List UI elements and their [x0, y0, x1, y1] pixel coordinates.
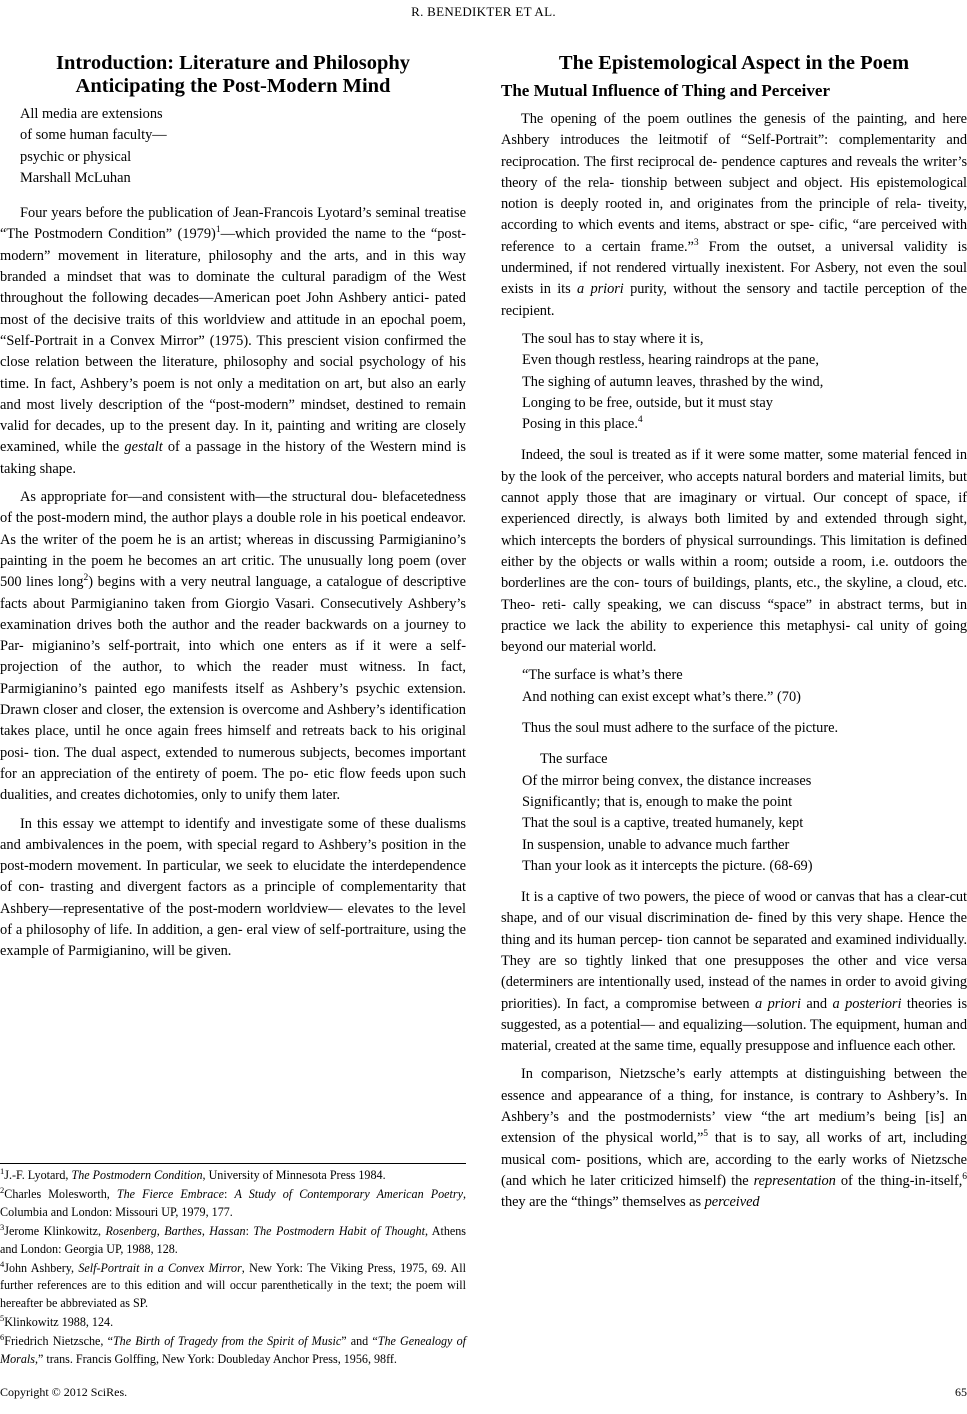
poem-line: Significantly; that is, enough to make the point: [522, 793, 793, 810]
poem-line: The surface: [540, 751, 608, 768]
poem-line: In suspension, unable to advance much farther: [522, 836, 790, 853]
poem-line: The soul has to stay where it is,: [522, 330, 704, 347]
paragraph-intro-3: In this essay we attempt to identify and investigate some of these dualisms and ambivalences in the poem, with special regard to Ashbery’s position in the post-modern movement. In particular, we seek to elucidate the interdependence of con- trasting and divergent factors as a principle of complementarity that Ashbery—representative of the post-modern worldview— elevates to the level of a philosophy of life. In addition, a gen- eral view of self-portraiture, using the example of Parmigianino, will be given.: [0, 815, 466, 960]
paragraph-epistemology-3: Thus the soul must adhere to the surface of the picture.: [522, 720, 839, 737]
footnote-ref-3[interactable]: 3: [693, 237, 699, 248]
paragraph-epistemology-5: In comparison, Nietzsche’s early attempts at distinguishing between the essence and appearance of a thing, for instance, is contrary to Ashbery’s. In Ashbery’s and the postmodernists’ view “the art medium’s being [is] an extension of the physical world,”$^5$ that is to say, all works of art, including musical com- positions, which are, according to the early works of Nietzsche (and which he later criticized himself) the representation of the thing-in-itself,$^6$ they are the “things” themselves as perceived: [501, 1066, 967, 1211]
section-title-introduction: [0, 52, 466, 98]
footnote-3: $^3$Jerome Klinkowitz, Rosenberg, Barthes, Hassan: The Postmodern Habit of Thought, Athens and London: Georgia UP, 1988, 128.: [0, 1221, 466, 1256]
footnote-6: $^6$Friedrich Nietzsche, “The Birth of Tragedy from the Spirit of Music” and “The Genealogy of Morals,” trans. Francis Golffing, New York: Doubleday Anchor Press, 1956, 98ff.: [0, 1332, 466, 1367]
footnote-ref-2[interactable]: 2: [83, 573, 89, 584]
left-column: [0, 52, 466, 970]
title-line-2: Anticipating the Post-Modern Mind: [75, 75, 391, 97]
poem-quote-2: [522, 665, 967, 708]
section-title-epistemological: The Epistemological Aspect in the Poem: [558, 52, 910, 74]
footnote-4: $^4$John Ashbery, Self-Portrait in a Convex Mirror, New York: The Viking Press, 1975, 69. All further references are to this edition and will occur parenthetically in the text; the poem will hereafter be abbreviated as SP.: [0, 1258, 466, 1311]
subsection-title: The Mutual Influence of Thing and Perceiver: [501, 81, 830, 100]
footnote-ref-6[interactable]: 6: [962, 1171, 967, 1182]
footnote-ref-1[interactable]: 1: [215, 225, 221, 236]
paragraph-intro-1: Four years before the publication of Jean-Francois Lyotard’s seminal treatise “The Postmodern Condition” $(1979)^1—which$ provided the name to the “post-modern” movement in literature, philosophy and the arts, and in this way branded a mindset that was to dominate the cultural paradigm of the West throughout the following decades—American poet John Ashbery antici- pated most of the decisive traits of this worldview and attitude in an epochal poem, “Self-Portrait in a Convex Mirror” (1975). This prescient vision confirmed the close relation between the literature, philosophy and social psychology of his time. In fact, Ashbery’s poem is not only a meditation on art, but also an early and most lively description of the “post-modern” mindset, destined to remain valid for decades, up to the present day. In it, painting and writing are closely examined, while the gestalt of a passage in the history of the Western mind is taking shape.: [0, 205, 466, 477]
poem-line: The sighing of autumn leaves, thrashed by the wind,: [522, 373, 824, 390]
poem-line: Than your look as it intercepts the picture. (68-69): [522, 857, 813, 874]
epigraph: [20, 104, 466, 189]
poem-line: Of the mirror being convex, the distance increases: [522, 772, 812, 789]
footnotes: [0, 1163, 466, 1370]
poem-line: “The surface is what’s there: [522, 667, 683, 684]
paragraph-intro-2: As appropriate for—and consistent with—the structural dou- blefacetedness of the post-modern mind, the author plays a double role in his poetical endeavor. As the writer of the poem he is an artist; whereas in discussing Parmigianino’s painting in the poem he becomes an art critic. The unusually long poem (over 500 lines long$^2$) begins with a very neutral language, a catalogue of descriptive facts about Parmigianino taken from Giorgio Vasari. Consecutively Ashbery’s examination drives both the author and the reader backwards on a journey to Par- migianino’s self-portrait, into which one enters as if it were a self-projection of the author, to which the reader must witness. In fact, Parmigianino’s painted ego manifests itself as Ashbery’s psychic extension. Drawn closer and closer, the extension is overcome and Ashbery’s identification takes place, until he once again frees himself and retreats back to his original posi- tion. The dual aspect, extended to numerous subjects, becomes important for an appreciation of the entirety of poem. The po- etic flow feeds upon such dualities, and creates dichotomies, only to unify them later.: [0, 489, 467, 804]
poem-quote-3: [522, 749, 967, 877]
footnote-1: $^1$J.-F. Lyotard, The Postmodern Condition, University of Minnesota Press 1984.: [0, 1166, 386, 1182]
paragraph-epistemology-4: It is a captive of two powers, the piece of wood or canvas that has a clear-cut shape, and of our visual discrimination de- fined by this very shape. Hence the thing and its human percep- tion cannot be separated and examined individually. They are so tightly linked that one presupposes the other and vice versa (determiners are intentionally used, instead of the names in order to avoid giving priorities). In fact, a compromise between a priori and a posteriori theories is suggested, as a potential— and equalizing—solution. The equipment, human and material, created at the same time, equally presuppose and influence each other.: [501, 889, 967, 1055]
poem-line: That the soul is a captive, treated humanely, kept: [522, 815, 804, 832]
right-column: [501, 52, 967, 1221]
footnote-2: $^2$Charles Molesworth, The Fierce Embrace: A Study of Contemporary American Poetry, Columbia and London: Missouri UP, 1979, 177.: [0, 1184, 467, 1219]
copyright-footer: Copyright © 2012 SciRes.: [0, 1385, 128, 1399]
paragraph-epistemology-2: Indeed, the soul is treated as if it were some matter, some material fenced in by the look of the perceiver, who accepts natural borders and material limits, but cannot apply those that are imaginary or virtual. Our concept of space, if experienced directly, is always both limited by and extended through sight, which intercepts the borders of physical surroundings. This limitation is defined either by the objects or walls within a room; outside a room, i.e. outdoors the borderlines are the con- tours of buildings, plants, etc., the skyline, a cloud, etc. Theo- reti- cally speaking, we can discuss “space” in abstract terms, but in practice we lack the ability to experience this metaphysi- cal unity of going beyond our material world.: [501, 447, 967, 656]
page-number: 65: [955, 1385, 967, 1399]
poem-line: Longing to be free, outside, but it must stay: [522, 394, 773, 411]
footnote-ref-5[interactable]: 5: [703, 1129, 708, 1140]
poem-line: Even though restless, hearing raindrops at the pane,: [522, 352, 819, 369]
epigraph-attribution: Marshall McLuhan: [20, 169, 131, 186]
poem-line: Posing in this place.$^4$: [522, 415, 643, 433]
footnote-5: $^5$Klinkowitz 1988, 124.: [0, 1313, 114, 1330]
epigraph-line: psychic or physical: [20, 148, 132, 165]
running-head: R. BENEDIKTER ET AL.: [411, 4, 556, 19]
footnote-ref-4[interactable]: 4: [637, 415, 643, 426]
paragraph-epistemology-1: The opening of the poem outlines the genesis of the painting, and here Ashbery introduces the leitmotif of “Self-Portrait”: complementarity and reciprocation. The first reciprocal de- pendence captures and reveals the writer’s theory of the rela- tionship between subject and object. His epistemological notion is deeply rooted in, and originates from the principle of rela- tiveity, according to which events and items, abstract or spe- cific, “are perceived with reference to a certain frame.”$^3$ From the outset, a universal validity is undermined, if not rendered virtually inexistent. For Asbery, not even the soul exists in its a priori purity, without the sensory and tactile perception of the recipient.: [501, 111, 967, 319]
poem-quote-1: [522, 329, 967, 435]
title-line-1: Introduction: Literature and Philosophy: [55, 52, 411, 74]
poem-line: And nothing can exist except what’s there.” (70): [522, 688, 801, 705]
epigraph-line: of some human faculty—: [20, 127, 167, 144]
epigraph-line: All media are extensions: [20, 106, 163, 122]
